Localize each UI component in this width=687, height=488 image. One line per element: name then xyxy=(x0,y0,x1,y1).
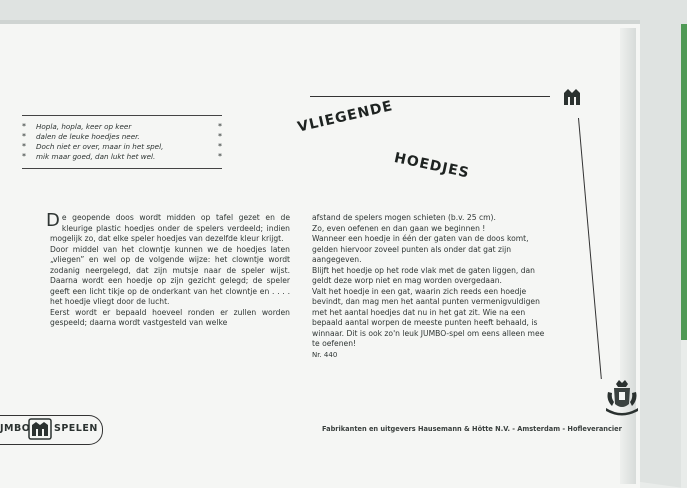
paragraph: Zo, even oefenen en dan gaan we beginnen ! xyxy=(312,223,486,233)
royal-crest-icon xyxy=(604,378,640,418)
paragraph: afstand de spelers mogen schieten (b.v. 25 cm). xyxy=(312,213,496,222)
star-icon: * xyxy=(218,152,222,161)
jumbo-logo-icon xyxy=(28,418,52,440)
star-icon: * xyxy=(22,122,26,131)
paragraph: Blijft het hoedje op het rode vlak met de gaten liggen, dan geldt deze worp niet en mag worden overgedaan. xyxy=(312,265,535,285)
poem-line: * Doch niet er over, maar in het spel, * xyxy=(22,142,222,151)
star-icon: * xyxy=(218,142,222,151)
jumbo-logo-icon xyxy=(563,88,585,106)
title-line-1: VLIEGENDE xyxy=(296,98,395,136)
instructions-column-2 xyxy=(312,213,550,360)
jumbo-spelen-badge xyxy=(0,415,103,445)
instructions-column-1 xyxy=(46,210,290,329)
paragraph: Valt het hoedje in een gat, waarin zich reeds een hoedje bevindt, dan mag men het aantal punten vermenigvuldigen met het aantal hoedjes dat nu in het gat zit. Wie na een bepaald aantal worpen de meeste punten heeft behaald, is winnaar. Dit is ook zo'n leuk JUMBO-spel om eens alleen mee te oefenen! xyxy=(312,286,545,348)
star-icon: * xyxy=(22,142,26,151)
paragraph: Eerst wordt er bepaald hoeveel ronden er zullen worden gespeeld; daarna wordt vastgesteld van welke xyxy=(50,307,290,327)
badge-text-right: SPELEN xyxy=(54,423,98,434)
star-icon: * xyxy=(218,132,222,141)
poem-line: * mik maar goed, dan lukt het wel. * xyxy=(22,152,222,161)
title-line-2: HOEDJES xyxy=(392,150,471,182)
poem-line: * dalen de leuke hoedjes neer. * xyxy=(22,132,222,141)
drop-cap: D xyxy=(46,210,60,231)
star-icon: * xyxy=(22,132,26,141)
poem-line: * Hopla, hopla, keer op keer * xyxy=(22,122,222,131)
badge-text-left: JMBO xyxy=(0,423,31,434)
paragraph: Wanneer een hoedje in één der gaten van de doos komt, gelden hiervoor zoveel punten als onder dat gat zijn aangegeven. xyxy=(312,234,529,264)
paragraph: De geopende doos wordt midden op tafel gezet en de kleurige plastic hoedjes onder de spelers verdeeld; indien mogelijk zo, dat elke speler hoedjes van dezelfde kleur krijgt. xyxy=(46,210,290,243)
product-number: Nr. 440 xyxy=(312,350,338,359)
paragraph: Door middel van het clowntje kunnen we de hoedjes laten „vliegen” en wel op de volgende wijze: het clowntje wordt zodanig neergelegd, dat zijn mutsje naar de speler wijst. Daarna wordt een hoedje op zijn gezicht gelegd; de speler geeft een licht tikje op de onderkant van het clowntje en . . . . het hoedje vliegt door de lucht. xyxy=(50,244,290,306)
star-icon: * xyxy=(22,152,26,161)
divider-rule xyxy=(310,96,550,97)
publisher-footer: Fabrikanten en uitgevers Hausemann & Hötte N.V. - Amsterdam - Hofleverancier xyxy=(322,425,622,433)
poem-box xyxy=(22,115,222,169)
star-icon: * xyxy=(218,122,222,131)
